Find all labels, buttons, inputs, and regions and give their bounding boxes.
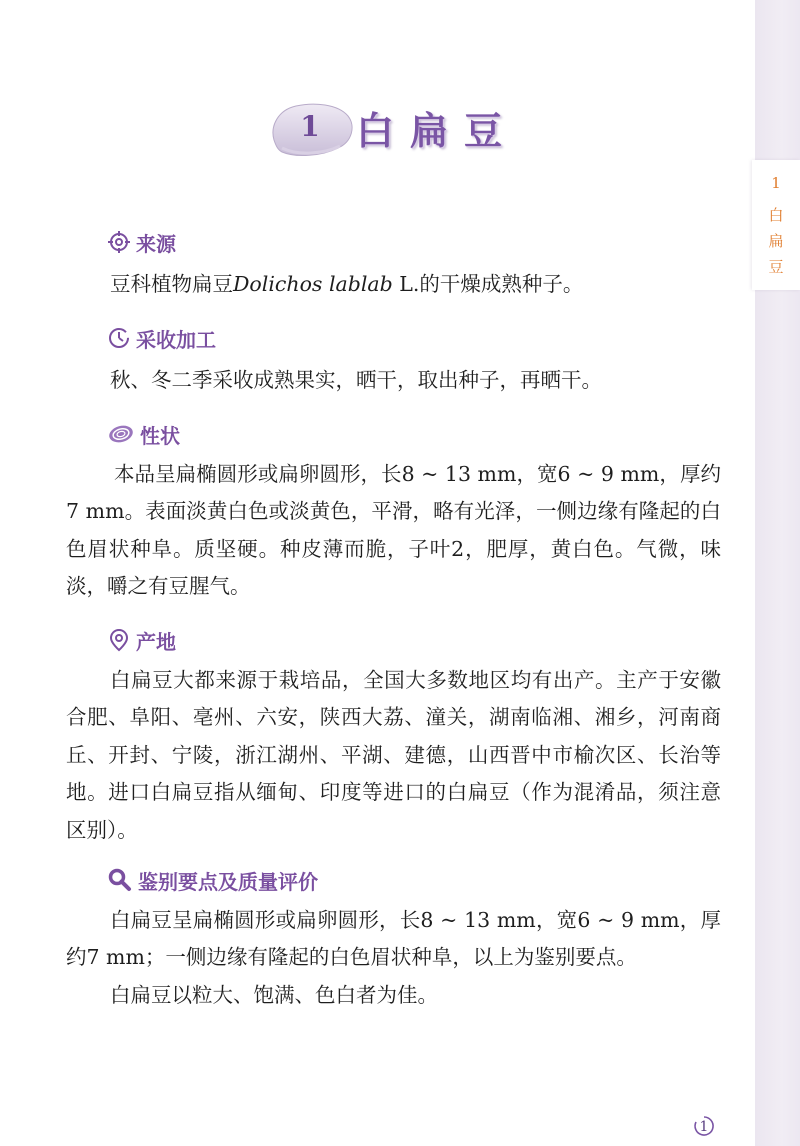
section-heading-source <box>108 228 176 256</box>
harvest-text: 秋、冬二季采收成熟果实，晒干，取出种子，再晒干。 <box>110 368 602 392</box>
identification-text: 白扁豆呈扁椭圆形或扁卵圆形，长8 ~ 13 mm，宽6 ~ 9 mm，厚约7 mm；一侧边缘有隆起的白色眉状种阜，以上为鉴别要点。 <box>66 908 721 970</box>
section-heading-label: 来源 <box>136 231 176 256</box>
clock-icon <box>108 327 130 349</box>
side-tab-char: 豆 <box>768 258 784 276</box>
seed-icon <box>108 423 134 445</box>
source-text: 豆科植物扁豆Dolichos lablab L.的干燥成熟种子。 <box>110 272 584 296</box>
location-pin-icon <box>108 628 130 652</box>
traits-text: 本品呈扁椭圆形或扁卵圆形，长8 ~ 13 mm，宽6 ~ 9 mm，厚约7 mm。表面淡黄白色或淡黄色，平滑，略有光泽，一侧边缘有隆起的白色眉状种阜。质坚硬。种皮薄而脆，子叶2，肥厚，黄白色。气微，味淡，嚼之有豆腥气。 <box>66 462 721 599</box>
side-tab-char: 扁 <box>768 232 784 250</box>
side-tab-current[interactable] <box>752 160 800 290</box>
page-title <box>268 96 528 166</box>
svg-text:1: 1 <box>699 1119 709 1135</box>
section-heading-traits <box>108 420 180 448</box>
page-number <box>693 1115 715 1137</box>
section-heading-harvest <box>108 324 216 352</box>
section-heading-label: 性状 <box>140 423 180 448</box>
title-number: 1 <box>300 110 320 143</box>
section-heading-identification <box>108 866 318 894</box>
origin-text: 白扁豆大都来源于栽培品，全国大多数地区均有出产。主产于安徽合肥、阜阳、亳州、六安，陕西大荔、潼关，湖南临湘、湘乡，河南商丘、开封、宁陵，浙江湖州、平湖、建德，山西晋中市榆次区、长治等地。进口白扁豆指从缅甸、印度等进口的白扁豆（作为混淆品，须注意区别）。 <box>66 668 721 842</box>
section-heading-label: 产地 <box>136 629 176 654</box>
side-tab-char: 白 <box>768 206 784 224</box>
identification-conclusion: 白扁豆以粒大、饱满、色白者为佳。 <box>110 983 438 1007</box>
target-icon <box>108 231 130 253</box>
title-number-badge <box>268 96 358 162</box>
section-heading-origin <box>108 626 176 654</box>
title-text: 白扁豆 <box>356 108 519 153</box>
magnifier-icon <box>108 868 132 892</box>
side-tab-number: 1 <box>771 174 781 192</box>
section-heading-label: 鉴别要点及质量评价 <box>138 869 318 894</box>
section-heading-label: 采收加工 <box>136 327 216 352</box>
